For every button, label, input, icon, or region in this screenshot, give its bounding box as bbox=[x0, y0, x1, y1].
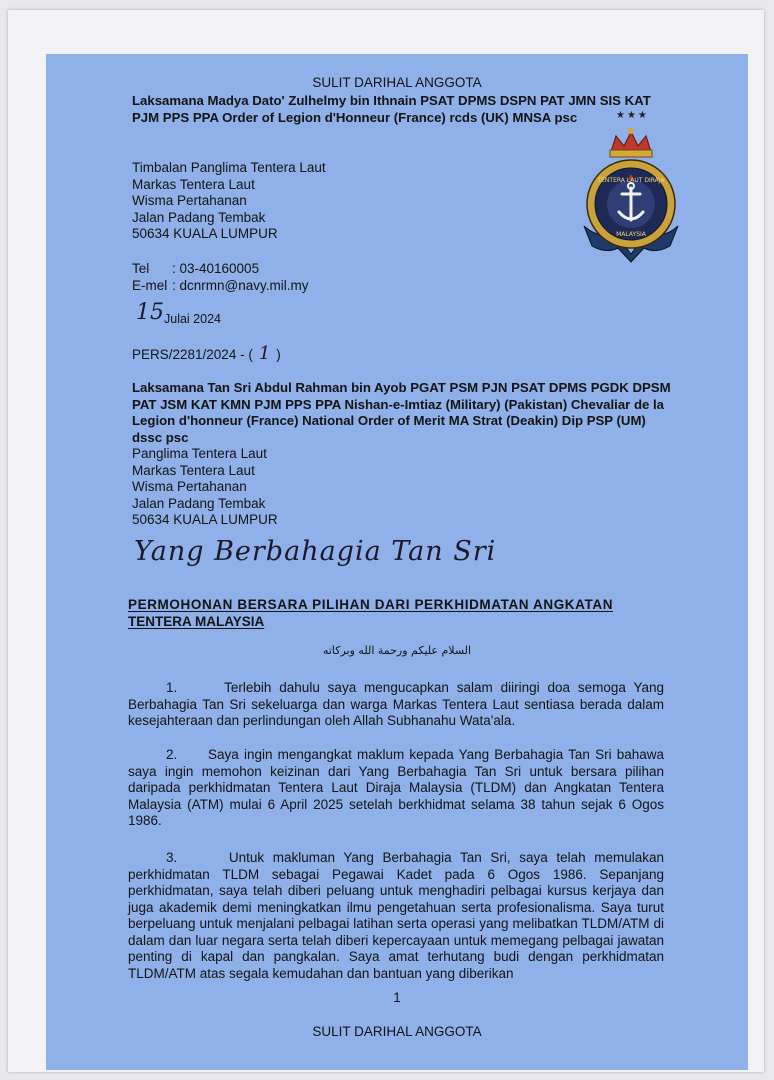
crest-ring-text: TENTERA LAUT DIRAJA bbox=[597, 177, 665, 184]
sender-address-line: Markas Tentera Laut bbox=[132, 176, 255, 192]
paragraph-text: Untuk makluman Yang Berbahagia Tan Sri, saya telah memulakan perkhidmatan TLDM sebagai Pegawai Kadet pada 6 Ogos 1986. Sepanjang perkhidmatan, saya telah diberi peluang untuk menghadiri pelbagai kursus kerjaya dan juga akademik demi meningkatkan ilmu pengetahuan serta profesionalisma. Saya turut berpeluang untuk menjalani pelbagai latihan serta operasi yang melibatkan TLDM/ATM di dalam dan luar negara serta telah diberi kepercayaan untuk memegang pelbagai jawatan penting di kapal dan pangkalan. Saya amat terhutang budi dengan perkhidmatan TLDM/ATM atas segala kemudahan dan bantuan yang diberikan bbox=[128, 850, 664, 981]
reference-close: ) bbox=[276, 347, 281, 362]
paragraph-number: 1. bbox=[166, 680, 178, 695]
paper-sheet bbox=[8, 10, 764, 1072]
recipient-address bbox=[132, 446, 432, 529]
recipient-address-line: Markas Tentera Laut bbox=[132, 462, 255, 478]
sender-address-line: 50634 KUALA LUMPUR bbox=[132, 226, 278, 241]
sender-email-label: E-mel bbox=[132, 278, 168, 293]
footer-classification: SULIT DARIHAL ANGGOTA bbox=[312, 1024, 482, 1039]
sender-address-line: Timbalan Panglima Tentera Laut bbox=[132, 160, 326, 175]
handwritten-salutation: Yang Berbahagia Tan Sri bbox=[134, 536, 497, 567]
crest-bottom-text: MALAYSIA bbox=[616, 231, 646, 238]
paragraph-text: Terlebih dahulu saya mengucapkan salam diiringi doa semoga Yang Berbahagia Tan Sri sekeluarga dan warga Markas Tentera Laut sentiasa berada dalam kesejahteraan dan perlindungan oleh Allah Subhanahu Wata'ala. bbox=[128, 680, 664, 728]
paragraph-text: Saya ingin mengangkat maklum kepada Yang Berbahagia Tan Sri bahawa saya ingin memohon keizinan dari Yang Berbahagia Tan Sri untuk bersara pilihan daripada perkhidmatan Tentera Laut Diraja Malaysia (TLDM) dan Angkatan Tentera Malaysia (ATM) mulai 6 April 2025 setelah berkhidmat selama 38 tahun sejak 6 Ogos 1986. bbox=[128, 747, 664, 828]
date-month-year: Julai 2024 bbox=[164, 312, 221, 326]
date-day-handwritten: 15 bbox=[136, 300, 164, 325]
paragraph-number: 3. bbox=[166, 850, 178, 865]
reference-handwritten-num: 1 bbox=[258, 343, 271, 364]
subject-line-2: TENTERA MALAYSIA bbox=[128, 614, 265, 629]
paragraph-2 bbox=[128, 747, 664, 830]
subject-line-1: PERMOHONAN BERSARA PILIHAN DARI PERKHIDMATAN ANGKATAN bbox=[128, 597, 614, 612]
paragraph-3 bbox=[128, 850, 664, 982]
header-classification: SULIT DARIHAL ANGGOTA bbox=[312, 75, 482, 90]
sender-address bbox=[132, 160, 432, 243]
recipient-address-line: Wisma Pertahanan bbox=[132, 479, 247, 494]
recipient-name-title: Laksamana Tan Sri Abdul Rahman bin Ayob PGAT PSM PJN PSAT DPMS PGDK DPSM PAT JSM KAT KMN PJM PPS PPA Nishan-e-Imtiaz (Military) (Pakistan) Chevaliar de la Legion d'honneur (France) National Order of Merit MA Strat (Deakin) Dip PSP (UM) dssc psc bbox=[132, 380, 671, 445]
sender-tel-label: Tel bbox=[132, 261, 150, 276]
page-number: 1 bbox=[393, 990, 401, 1005]
paragraph-1 bbox=[128, 680, 664, 730]
sender-email-value: : dcnrmn@navy.mil.my bbox=[172, 278, 309, 293]
sender-address-line: Wisma Pertahanan bbox=[132, 193, 247, 208]
rank-stars: ★★★ bbox=[616, 110, 649, 121]
sender-name-title: Laksamana Madya Dato' Zulhelmy bin Ithnain PSAT DPMS DSPN PAT JMN SIS KAT PJM PPS PPA Order of Legion d'Honneur (France) rcds (UK) MNSA psc bbox=[132, 93, 651, 125]
letter-page bbox=[46, 54, 748, 1070]
recipient-address-line: 50634 KUALA LUMPUR bbox=[132, 512, 278, 527]
reference-text: PERS/2281/2024 - ( bbox=[132, 347, 253, 362]
islamic-greeting: السلام عليكم ورحمة الله وبركاته bbox=[322, 644, 472, 657]
sender-address-line: Jalan Padang Tembak bbox=[132, 209, 266, 225]
reference-number bbox=[132, 343, 281, 364]
navy-crest-icon bbox=[578, 122, 684, 272]
recipient-address-line: Jalan Padang Tembak bbox=[132, 495, 266, 511]
paragraph-number: 2. bbox=[166, 747, 178, 762]
recipient-address-line: Panglima Tentera Laut bbox=[132, 446, 267, 461]
sender-tel-value: : 03-40160005 bbox=[172, 261, 260, 276]
